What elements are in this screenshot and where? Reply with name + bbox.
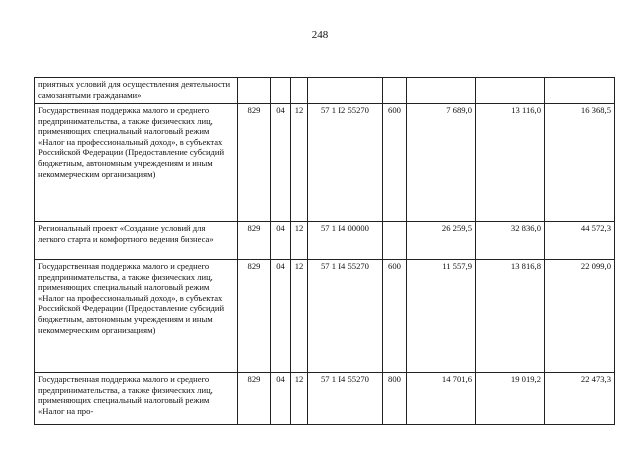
row-name: приятных условий для осуществления деятельности самозанятыми гражданами» — [35, 78, 238, 104]
section-code: 04 — [271, 260, 291, 373]
ministry-code: 829 — [238, 222, 271, 260]
value-year-1: 7 689,0 — [407, 104, 476, 222]
value-year-1: 11 557,9 — [407, 260, 476, 373]
expense-code — [383, 222, 407, 260]
table-row — [35, 104, 615, 222]
value-year-2: 13 816,8 — [476, 260, 545, 373]
value-year-2: 32 836,0 — [476, 222, 545, 260]
value-year-2: 13 116,0 — [476, 104, 545, 222]
subsection-code: 12 — [291, 260, 308, 373]
row-name: Государственная поддержка малого и среднего предпринимательства, а также физических лиц, применяющих специальный налоговый режим «Налог на профессиональный доход», в субъектах Российской Федерации (Предоставление субсидий бюджетным, автономным учреждениям и иным некоммерческим организациям) — [35, 104, 238, 222]
section-code — [271, 78, 291, 104]
section-code: 04 — [271, 104, 291, 222]
page-number: 248 — [311, 29, 329, 41]
value-year-3: 22 099,0 — [545, 260, 615, 373]
value-year-2 — [476, 78, 545, 104]
expense-code: 600 — [383, 260, 407, 373]
table-row — [35, 222, 615, 260]
value-year-1 — [407, 78, 476, 104]
table-row — [35, 78, 615, 104]
expense-code: 800 — [383, 373, 407, 425]
ministry-code: 829 — [238, 260, 271, 373]
ministry-code — [238, 78, 271, 104]
target-code: 57 1 I4 55270 — [308, 260, 383, 373]
row-name: Региональный проект «Создание условий для легкого старта и комфортного ведения бизнеса» — [35, 222, 238, 260]
target-code: 57 1 I4 00000 — [308, 222, 383, 260]
budget-table — [34, 77, 615, 425]
value-year-3: 44 572,3 — [545, 222, 615, 260]
value-year-2: 19 019,2 — [476, 373, 545, 425]
value-year-1: 14 701,6 — [407, 373, 476, 425]
row-name: Государственная поддержка малого и среднего предпринимательства, а также физических лиц, применяющих специальный налоговый режим «Налог на про- — [35, 373, 238, 425]
target-code: 57 1 I2 55270 — [308, 104, 383, 222]
table-row — [35, 260, 615, 373]
subsection-code: 12 — [291, 104, 308, 222]
subsection-code: 12 — [291, 222, 308, 260]
ministry-code: 829 — [238, 104, 271, 222]
section-code: 04 — [271, 222, 291, 260]
table-row — [35, 373, 615, 425]
section-code: 04 — [271, 373, 291, 425]
value-year-3 — [545, 78, 615, 104]
expense-code: 600 — [383, 104, 407, 222]
subsection-code — [291, 78, 308, 104]
target-code — [308, 78, 383, 104]
row-name: Государственная поддержка малого и среднего предпринимательства, а также физических лиц, применяющих специальный налоговый режим «Налог на профессиональный доход», в субъектах Российской Федерации (Предоставление субсидий бюджетным, автономным учреждениям и иным некоммерческим организациям) — [35, 260, 238, 373]
ministry-code: 829 — [238, 373, 271, 425]
subsection-code: 12 — [291, 373, 308, 425]
value-year-3: 16 368,5 — [545, 104, 615, 222]
value-year-1: 26 259,5 — [407, 222, 476, 260]
expense-code — [383, 78, 407, 104]
target-code: 57 1 I4 55270 — [308, 373, 383, 425]
value-year-3: 22 473,3 — [545, 373, 615, 425]
